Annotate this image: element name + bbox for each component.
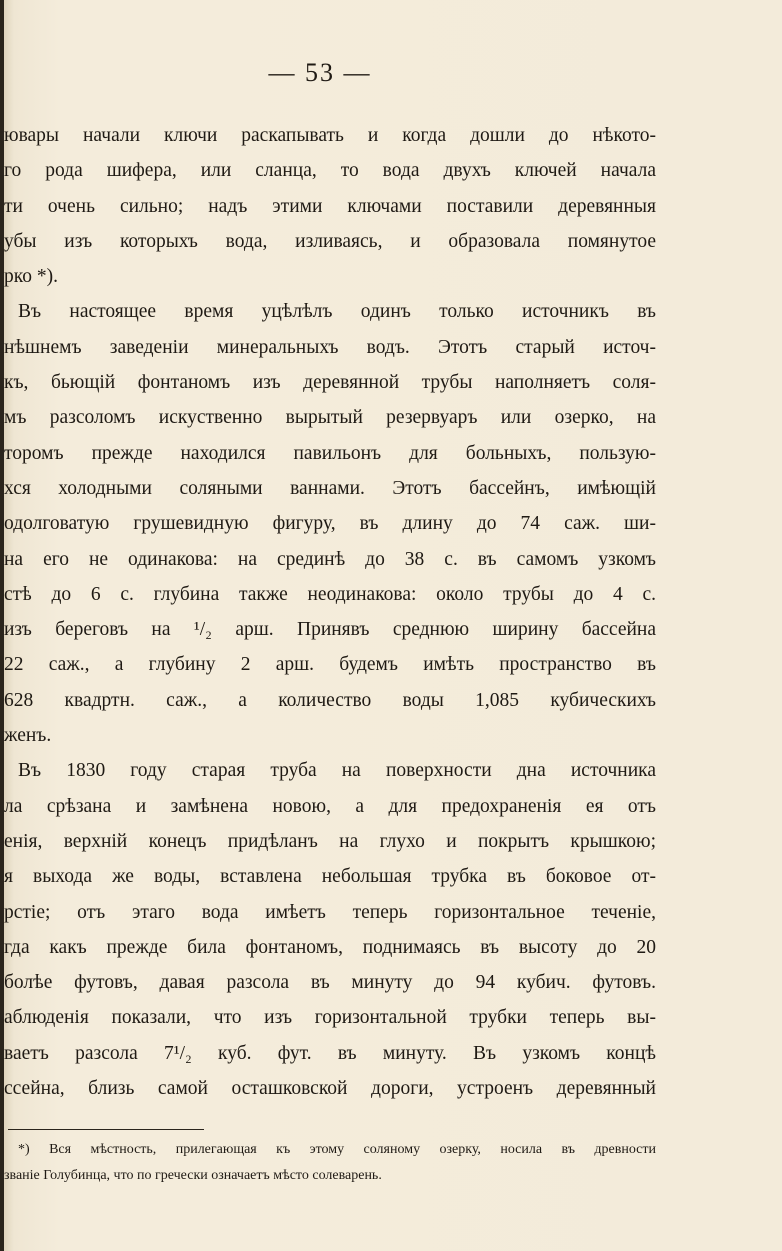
- text-line: стѣ до 6 с. глубина также неодинакова: около трубы до 4 с.: [4, 583, 656, 605]
- text-line: енія, верхній конецъ придѣланъ на глухо и покрытъ крышкою;: [4, 830, 656, 852]
- text-line: женъ.: [4, 725, 52, 747]
- text-line: ювары начали ключи раскапывать и когда дошли до нѣкото-: [4, 125, 656, 146]
- text-line: рко *).: [4, 266, 58, 288]
- text-line: нѣшнемъ заведеніи минеральныхъ водъ. Этотъ старый источ-: [4, 336, 656, 358]
- text-line: болѣе футовъ, давая разсола въ минуту до 94 кубич. футовъ.: [4, 972, 656, 994]
- text-line: убы изъ которыхъ вода, изливаясь, и образовала помянутое: [4, 230, 656, 252]
- text-line: ваетъ разсола 7¹/₂ куб. фут. въ минуту. Въ узкомъ концѣ: [4, 1042, 656, 1064]
- footnote-line: званіе Голубинца, что по гречески означаетъ мѣсто солеварень.: [4, 1168, 382, 1183]
- footnote-line: *) Вся мѣстность, прилегающая къ этому соляному озерку, носила въ древности: [18, 1142, 656, 1157]
- text-line: 22 саж., а глубину 2 арш. будемъ имѣть пространство въ: [4, 654, 656, 676]
- text-line: 628 квадртн. саж., а количество воды 1,085 кубическихъ: [4, 689, 656, 711]
- body-text: [4, 118, 656, 1106]
- text-line: я выхода же воды, вставлена небольшая трубка въ боковое от-: [4, 866, 656, 888]
- text-line: ссейна, близь самой осташковской дороги, устроенъ деревянный: [4, 1078, 656, 1100]
- footnote: [4, 1137, 656, 1189]
- text-line: хся холодными соляными ваннами. Этотъ бассейнъ, имѣющій: [4, 477, 656, 499]
- text-line: ла срѣзана и замѣнена новою, а для предохраненія ея отъ: [4, 795, 656, 817]
- text-line: къ, бьющій фонтаномъ изъ деревянной трубы наполняетъ соля-: [4, 372, 656, 394]
- text-line: рстіе; отъ этаго вода имѣетъ теперь горизонтальное теченіе,: [4, 901, 656, 923]
- text-line: Въ настоящее время уцѣлѣлъ одинъ только источникъ въ: [18, 301, 656, 323]
- text-line: на его не одинакова: на срединѣ до 38 с. въ самомъ узкомъ: [4, 548, 656, 570]
- text-line: го рода шифера, или сланца, то вода двухъ ключей начала: [4, 160, 656, 182]
- text-line: гда какъ прежде била фонтаномъ, поднимаясь въ высоту до 20: [4, 936, 656, 958]
- footnote-separator: [8, 1129, 204, 1130]
- text-line: Въ 1830 году старая труба на поверхности дна источника: [18, 760, 656, 782]
- text-line: аблюденія показали, что изъ горизонтальной трубки теперь вы-: [4, 1007, 656, 1029]
- text-line: изъ береговъ на ¹/₂ арш. Принявъ среднюю ширину бассейна: [4, 619, 656, 641]
- text-line: торомъ прежде находился павильонъ для больныхъ, пользую-: [4, 442, 656, 464]
- page-number: — 53 —: [268, 58, 372, 87]
- text-line: мъ разсоломъ искуственно вырытый резервуаръ или озерко, на: [4, 407, 656, 429]
- text-line: одолговатую грушевидную фигуру, въ длину до 74 саж. ши-: [4, 513, 656, 535]
- text-line: ти очень сильно; надъ этими ключами поставили деревянныя: [4, 195, 656, 217]
